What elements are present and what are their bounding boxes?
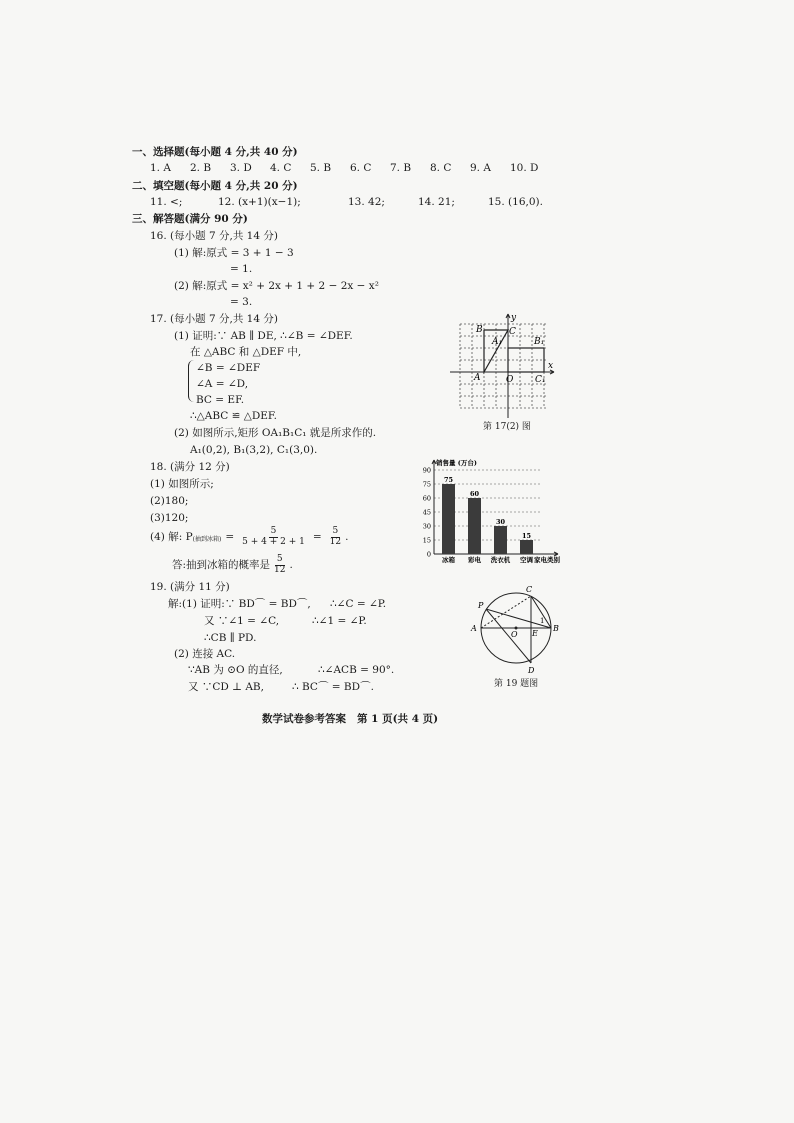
q16-head: 16. (每小题 7 分,共 14 分) [150, 230, 278, 242]
q17-line4: ∠A = ∠D, [196, 378, 249, 390]
q17-figure-caption: 第 17(2) 图 [483, 422, 531, 432]
q17-figure [448, 310, 558, 420]
q18-fraction-2 [328, 527, 343, 548]
fig17-label-C: C [509, 327, 516, 337]
y-axis-label: 销售量 (万台) [436, 459, 477, 467]
fig17-label-C1: C₁ [535, 375, 546, 385]
q19-line1: 解:(1) 证明:∵ BD⌒ = BD⌒, [168, 598, 311, 610]
q18-frac2-den: 12 [329, 536, 342, 547]
choice-answer: 7. B [390, 162, 412, 174]
q18-l5-pre: 答:抽到冰箱的概率是 [172, 559, 271, 572]
section-choice-title: 一、选择题(每小题 4 分,共 40 分) [132, 146, 298, 158]
fill-answer: 14. 21; [418, 196, 455, 208]
q18-frac2-num: 5 [332, 526, 339, 536]
q18-line4: (4) 解: P (抽到冰箱) = $\frac{5}{5 + 4 + 2 + 1}$ = $\frac{5}{12}$ . [150, 526, 349, 547]
choice-answers [150, 162, 550, 174]
section-solve-title: 三、解答题(满分 90 分) [132, 213, 248, 225]
q19-line4: (2) 连接 AC. [174, 648, 236, 660]
q18-l5-den: 12 [274, 564, 286, 575]
fig17-label-A1: A₁ [492, 337, 503, 347]
fig19-label-1: 1 [540, 617, 545, 625]
y-tick-label: 15 [422, 536, 431, 545]
q18-head: 18. (满分 12 分) [150, 461, 230, 473]
q19-figure-caption: 第 19 题图 [494, 679, 539, 689]
choice-answer: 2. B [190, 162, 212, 174]
fig17-label-y: y [511, 313, 517, 323]
q16-line3: (2) 解:原式 = x² + 2x + 1 + 2 − 2x − x² [174, 280, 379, 292]
page-footer: 数学试卷参考答案 第 1 页(共 4 页) [262, 713, 439, 725]
q19-line2b: ∴∠1 = ∠P. [312, 615, 367, 627]
fill-answer: 15. (16,0). [488, 196, 543, 208]
q19-line3: ∴CB ∥ PD. [204, 632, 257, 644]
fig19-label-C: C [526, 585, 533, 594]
q19-line1b: ∴∠C = ∠P. [330, 598, 387, 610]
q17-line6: ∴△ABC ≌ △DEF. [190, 410, 277, 422]
y-tick-label: 30 [422, 522, 431, 531]
choice-answer: 4. C [270, 162, 292, 174]
q18-fraction-3 [272, 555, 287, 576]
fig17-label-A: A [474, 373, 481, 383]
q16-line1: (1) 解:原式 = 3 + 1 − 3 [174, 247, 294, 259]
bar [468, 498, 481, 554]
choice-answer: 5. B [310, 162, 332, 174]
q18-l4-sub: (抽到冰箱) [192, 535, 222, 543]
q17-head: 17. (每小题 7 分,共 14 分) [150, 313, 278, 325]
data-label: 15 [521, 532, 532, 540]
choice-answer: 10. D [510, 162, 539, 174]
data-label: 30 [495, 518, 506, 526]
q16-line2: = 1. [230, 263, 253, 275]
fig19-label-E: E [532, 629, 538, 638]
q18-fraction-1 [240, 527, 307, 548]
fig19-label-D: D [528, 666, 535, 675]
q16-line4: = 3. [230, 296, 253, 308]
q17-line3: ∠B = ∠DEF [196, 362, 261, 374]
q19-line2: 又 ∵∠1 = ∠C, [204, 615, 280, 627]
q17-line5: BC = EF. [196, 394, 245, 406]
q18-line1: (1) 如图所示; [150, 478, 214, 490]
fig19-label-P: P [478, 601, 484, 610]
fill-answer: 13. 42; [348, 196, 385, 208]
q19-figure [468, 582, 568, 678]
fig17-label-x: x [548, 361, 554, 371]
category-label: 洗衣机 [490, 556, 511, 564]
category-label: 冰箱 [442, 556, 455, 564]
fill-answers [150, 196, 568, 208]
section-fill-title: 二、填空题(每小题 4 分,共 20 分) [132, 180, 298, 192]
q19-line6b: ∴ BC⌒ = BD⌒. [292, 681, 374, 693]
q18-frac1-num: 5 [270, 526, 277, 536]
data-label: 60 [469, 490, 480, 498]
fig17-label-B1: B₁ [534, 337, 545, 347]
category-label: 空调 [520, 556, 533, 564]
fig17-label-B: B [476, 325, 483, 335]
category-label: 彩电 [468, 556, 481, 564]
choice-answer: 9. A [470, 162, 491, 174]
brace [188, 360, 195, 402]
fill-answer: 12. (x+1)(x−1); [218, 196, 301, 208]
q18-frac1-den: 5 + 4 + 2 + 1 [242, 536, 305, 547]
q18-l4-pre: (4) 解: P [150, 531, 193, 544]
q18-l5-num: 5 [276, 554, 283, 564]
fill-answer: 11. <; [150, 196, 183, 208]
data-label: 75 [443, 476, 454, 484]
q17-line8: A₁(0,2), B₁(3,2), C₁(3,0). [190, 444, 318, 456]
choice-answer: 8. C [430, 162, 452, 174]
q18-l4-eq: = [225, 531, 235, 544]
x-axis-label: 家电类别 [534, 556, 560, 564]
choice-answer: 6. C [350, 162, 372, 174]
choice-answer: 3. D [230, 162, 252, 174]
bar [442, 484, 455, 554]
choice-answer: 1. A [150, 162, 171, 174]
q17-line1: (1) 证明:∵ AB ∥ DE, ∴∠B = ∠DEF. [174, 330, 353, 342]
q19-line5: ∵AB 为 ⊙O 的直径, [188, 664, 283, 676]
fig17-label-O: O [506, 375, 514, 385]
bar [494, 526, 507, 554]
q17-line2: 在 △ABC 和 △DEF 中, [190, 346, 302, 358]
q19-line6: 又 ∵CD ⊥ AB, [188, 681, 264, 693]
q18-l4-eq2: = [312, 531, 322, 544]
q18-line5: 答:抽到冰箱的概率是 $\frac{5}{12}$ . [172, 554, 293, 575]
y-tick-label: 75 [422, 480, 431, 489]
y-tick-label: 0 [426, 550, 431, 559]
q19-line5b: ∴∠ACB = 90°. [318, 664, 395, 676]
y-tick-label: 90 [422, 466, 431, 475]
fig19-label-B: B [553, 624, 559, 633]
y-tick-label: 45 [422, 508, 431, 517]
q17-line7: (2) 如图所示,矩形 OA₁B₁C₁ 就是所求作的. [174, 427, 377, 439]
fig19-label-A: A [471, 624, 477, 633]
y-tick-label: 60 [422, 494, 431, 503]
q19-head: 19. (满分 11 分) [150, 581, 230, 593]
bar-chart [418, 456, 568, 568]
bar [520, 540, 533, 554]
q18-line3: (3)120; [150, 512, 189, 524]
fig19-label-O: O [511, 630, 518, 639]
q18-line2: (2)180; [150, 495, 189, 507]
